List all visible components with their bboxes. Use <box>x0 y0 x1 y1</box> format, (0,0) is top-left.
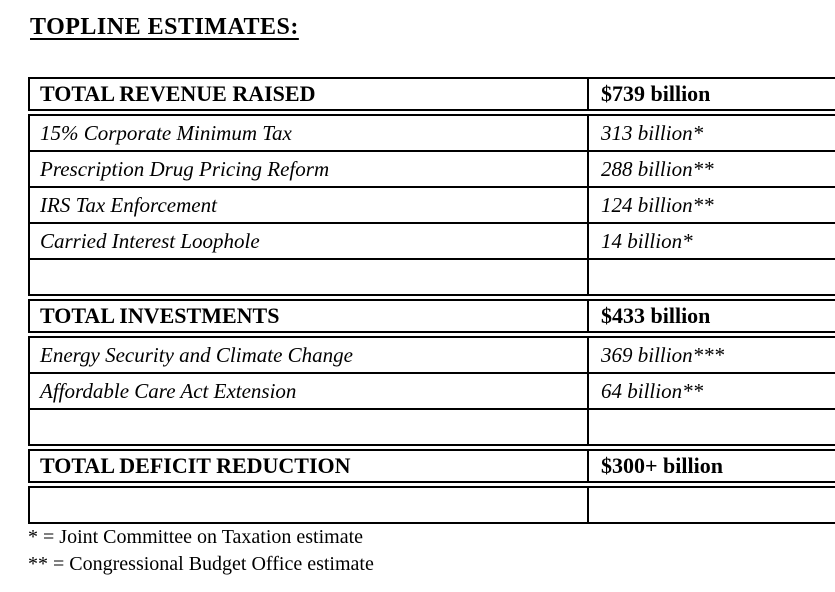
row-value: $739 billion <box>587 79 835 109</box>
row-value: 313 billion* <box>587 116 835 150</box>
empty-row <box>30 408 835 444</box>
row-value <box>587 488 835 522</box>
empty-row <box>30 488 835 522</box>
section-revenue-detail-box <box>28 114 835 296</box>
table-row-aca-extension <box>30 372 835 408</box>
row-label <box>30 410 587 444</box>
row-value: 64 billion** <box>587 374 835 408</box>
page-title: TOPLINE ESTIMATES: <box>30 14 299 40</box>
table-row-drug-pricing-reform <box>30 150 835 186</box>
footnote-cbo: ** = Congressional Budget Office estimate <box>28 553 374 575</box>
empty-row <box>30 258 835 294</box>
row-value: 124 billion** <box>587 188 835 222</box>
estimates-table <box>28 77 835 524</box>
table-row-carried-interest-loophole <box>30 222 835 258</box>
row-value <box>587 260 835 294</box>
row-value: 288 billion** <box>587 152 835 186</box>
table-row-total-deficit-reduction <box>30 451 835 481</box>
row-value: $300+ billion <box>587 451 835 481</box>
table-row-corporate-minimum-tax <box>30 116 835 150</box>
row-label: 15% Corporate Minimum Tax <box>40 120 292 145</box>
row-label: TOTAL DEFICIT REDUCTION <box>40 453 351 478</box>
table-row-irs-tax-enforcement <box>30 186 835 222</box>
row-label: Energy Security and Climate Change <box>40 342 353 367</box>
row-value: $433 billion <box>587 301 835 331</box>
row-label: TOTAL INVESTMENTS <box>40 303 280 328</box>
footnotes <box>28 524 374 578</box>
table-row-total-revenue <box>30 79 835 109</box>
row-value <box>587 410 835 444</box>
row-label: Affordable Care Act Extension <box>40 378 297 403</box>
row-label <box>30 260 587 294</box>
section-investments-header-box <box>28 299 835 333</box>
row-label: Carried Interest Loophole <box>40 228 260 253</box>
row-label: TOTAL REVENUE RAISED <box>40 81 316 106</box>
footnote-jct: * = Joint Committee on Taxation estimate <box>28 526 364 548</box>
section-investments-detail-box <box>28 336 835 446</box>
section-deficit-empty-box <box>28 486 835 524</box>
row-value: 369 billion*** <box>587 338 835 372</box>
row-label: Prescription Drug Pricing Reform <box>40 156 330 181</box>
table-row-total-investments <box>30 301 835 331</box>
section-revenue-header-box <box>28 77 835 111</box>
row-label <box>30 488 587 522</box>
row-label: IRS Tax Enforcement <box>40 192 217 217</box>
table-row-energy-security-climate <box>30 338 835 372</box>
row-value: 14 billion* <box>587 224 835 258</box>
section-deficit-header-box <box>28 449 835 483</box>
